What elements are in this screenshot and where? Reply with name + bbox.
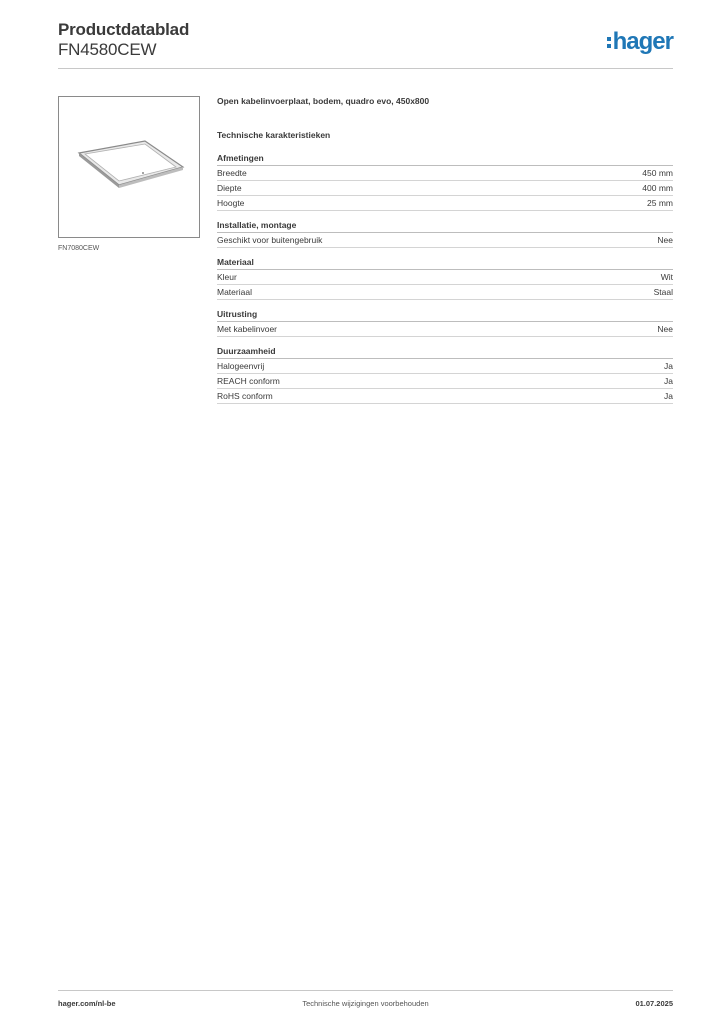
spec-section-uitrusting <box>217 308 673 337</box>
spec-label: Kleur <box>217 272 237 282</box>
logo-text: hager <box>612 28 673 55</box>
spec-row <box>217 285 673 300</box>
logo-dots-icon <box>607 37 611 48</box>
hager-logo[interactable] <box>607 28 673 56</box>
section-title: Installatie, montage <box>217 219 673 233</box>
spec-value: 400 mm <box>642 183 673 193</box>
frame-plate-image <box>59 97 199 237</box>
spec-value: 450 mm <box>642 168 673 178</box>
spec-row <box>217 233 673 248</box>
spec-value: Nee <box>657 324 673 334</box>
spec-row <box>217 270 673 285</box>
spec-label: Met kabelinvoer <box>217 324 278 334</box>
spec-section-materiaal <box>217 256 673 300</box>
spec-row <box>217 359 673 374</box>
technical-heading: Technische karakteristieken <box>217 130 331 140</box>
spec-label: Diepte <box>217 183 242 193</box>
page-footer <box>58 999 673 1011</box>
spec-content <box>217 96 673 404</box>
spec-section-afmetingen <box>217 152 673 211</box>
spec-label: RoHS conform <box>217 391 273 401</box>
page-title: Productdatablad <box>58 20 190 39</box>
product-image <box>58 96 200 238</box>
section-title: Uitrusting <box>217 308 673 322</box>
section-title: Materiaal <box>217 256 673 270</box>
product-description: Open kabelinvoerplaat, bodem, quadro evo, 450x800 <box>217 96 430 106</box>
footer-date: 01.07.2025 <box>635 999 673 1008</box>
spec-value: Ja <box>664 376 673 386</box>
spec-row <box>217 196 673 211</box>
spec-row <box>217 181 673 196</box>
spec-row <box>217 322 673 337</box>
image-caption: FN7080CEW <box>58 245 100 252</box>
footer-divider <box>58 990 673 991</box>
spec-value: Ja <box>664 391 673 401</box>
footer-note: Technische wijzigingen voorbehouden <box>302 999 429 1008</box>
spec-value: Staal <box>653 287 673 297</box>
section-title: Afmetingen <box>217 152 673 166</box>
spec-label: Halogeenvrij <box>217 361 265 371</box>
spec-row <box>217 389 673 404</box>
product-code: FN4580CEW <box>58 40 157 59</box>
spec-label: Geschikt voor buitengebruik <box>217 235 323 245</box>
spec-label: Hoogte <box>217 198 245 208</box>
spec-label: Breedte <box>217 168 247 178</box>
spec-section-duurzaamheid <box>217 345 673 404</box>
spec-value: Nee <box>657 235 673 245</box>
header-divider <box>58 68 673 69</box>
section-title: Duurzaamheid <box>217 345 673 359</box>
spec-value: 25 mm <box>647 198 673 208</box>
spec-label: Materiaal <box>217 287 252 297</box>
footer-url-link[interactable]: hager.com/nl-be <box>58 999 116 1008</box>
spec-value: Ja <box>664 361 673 371</box>
spec-row <box>217 166 673 181</box>
spec-section-installatie <box>217 219 673 248</box>
spec-row <box>217 374 673 389</box>
spec-value: Wit <box>660 272 673 282</box>
spec-label: REACH conform <box>217 376 280 386</box>
page-header <box>58 20 673 70</box>
